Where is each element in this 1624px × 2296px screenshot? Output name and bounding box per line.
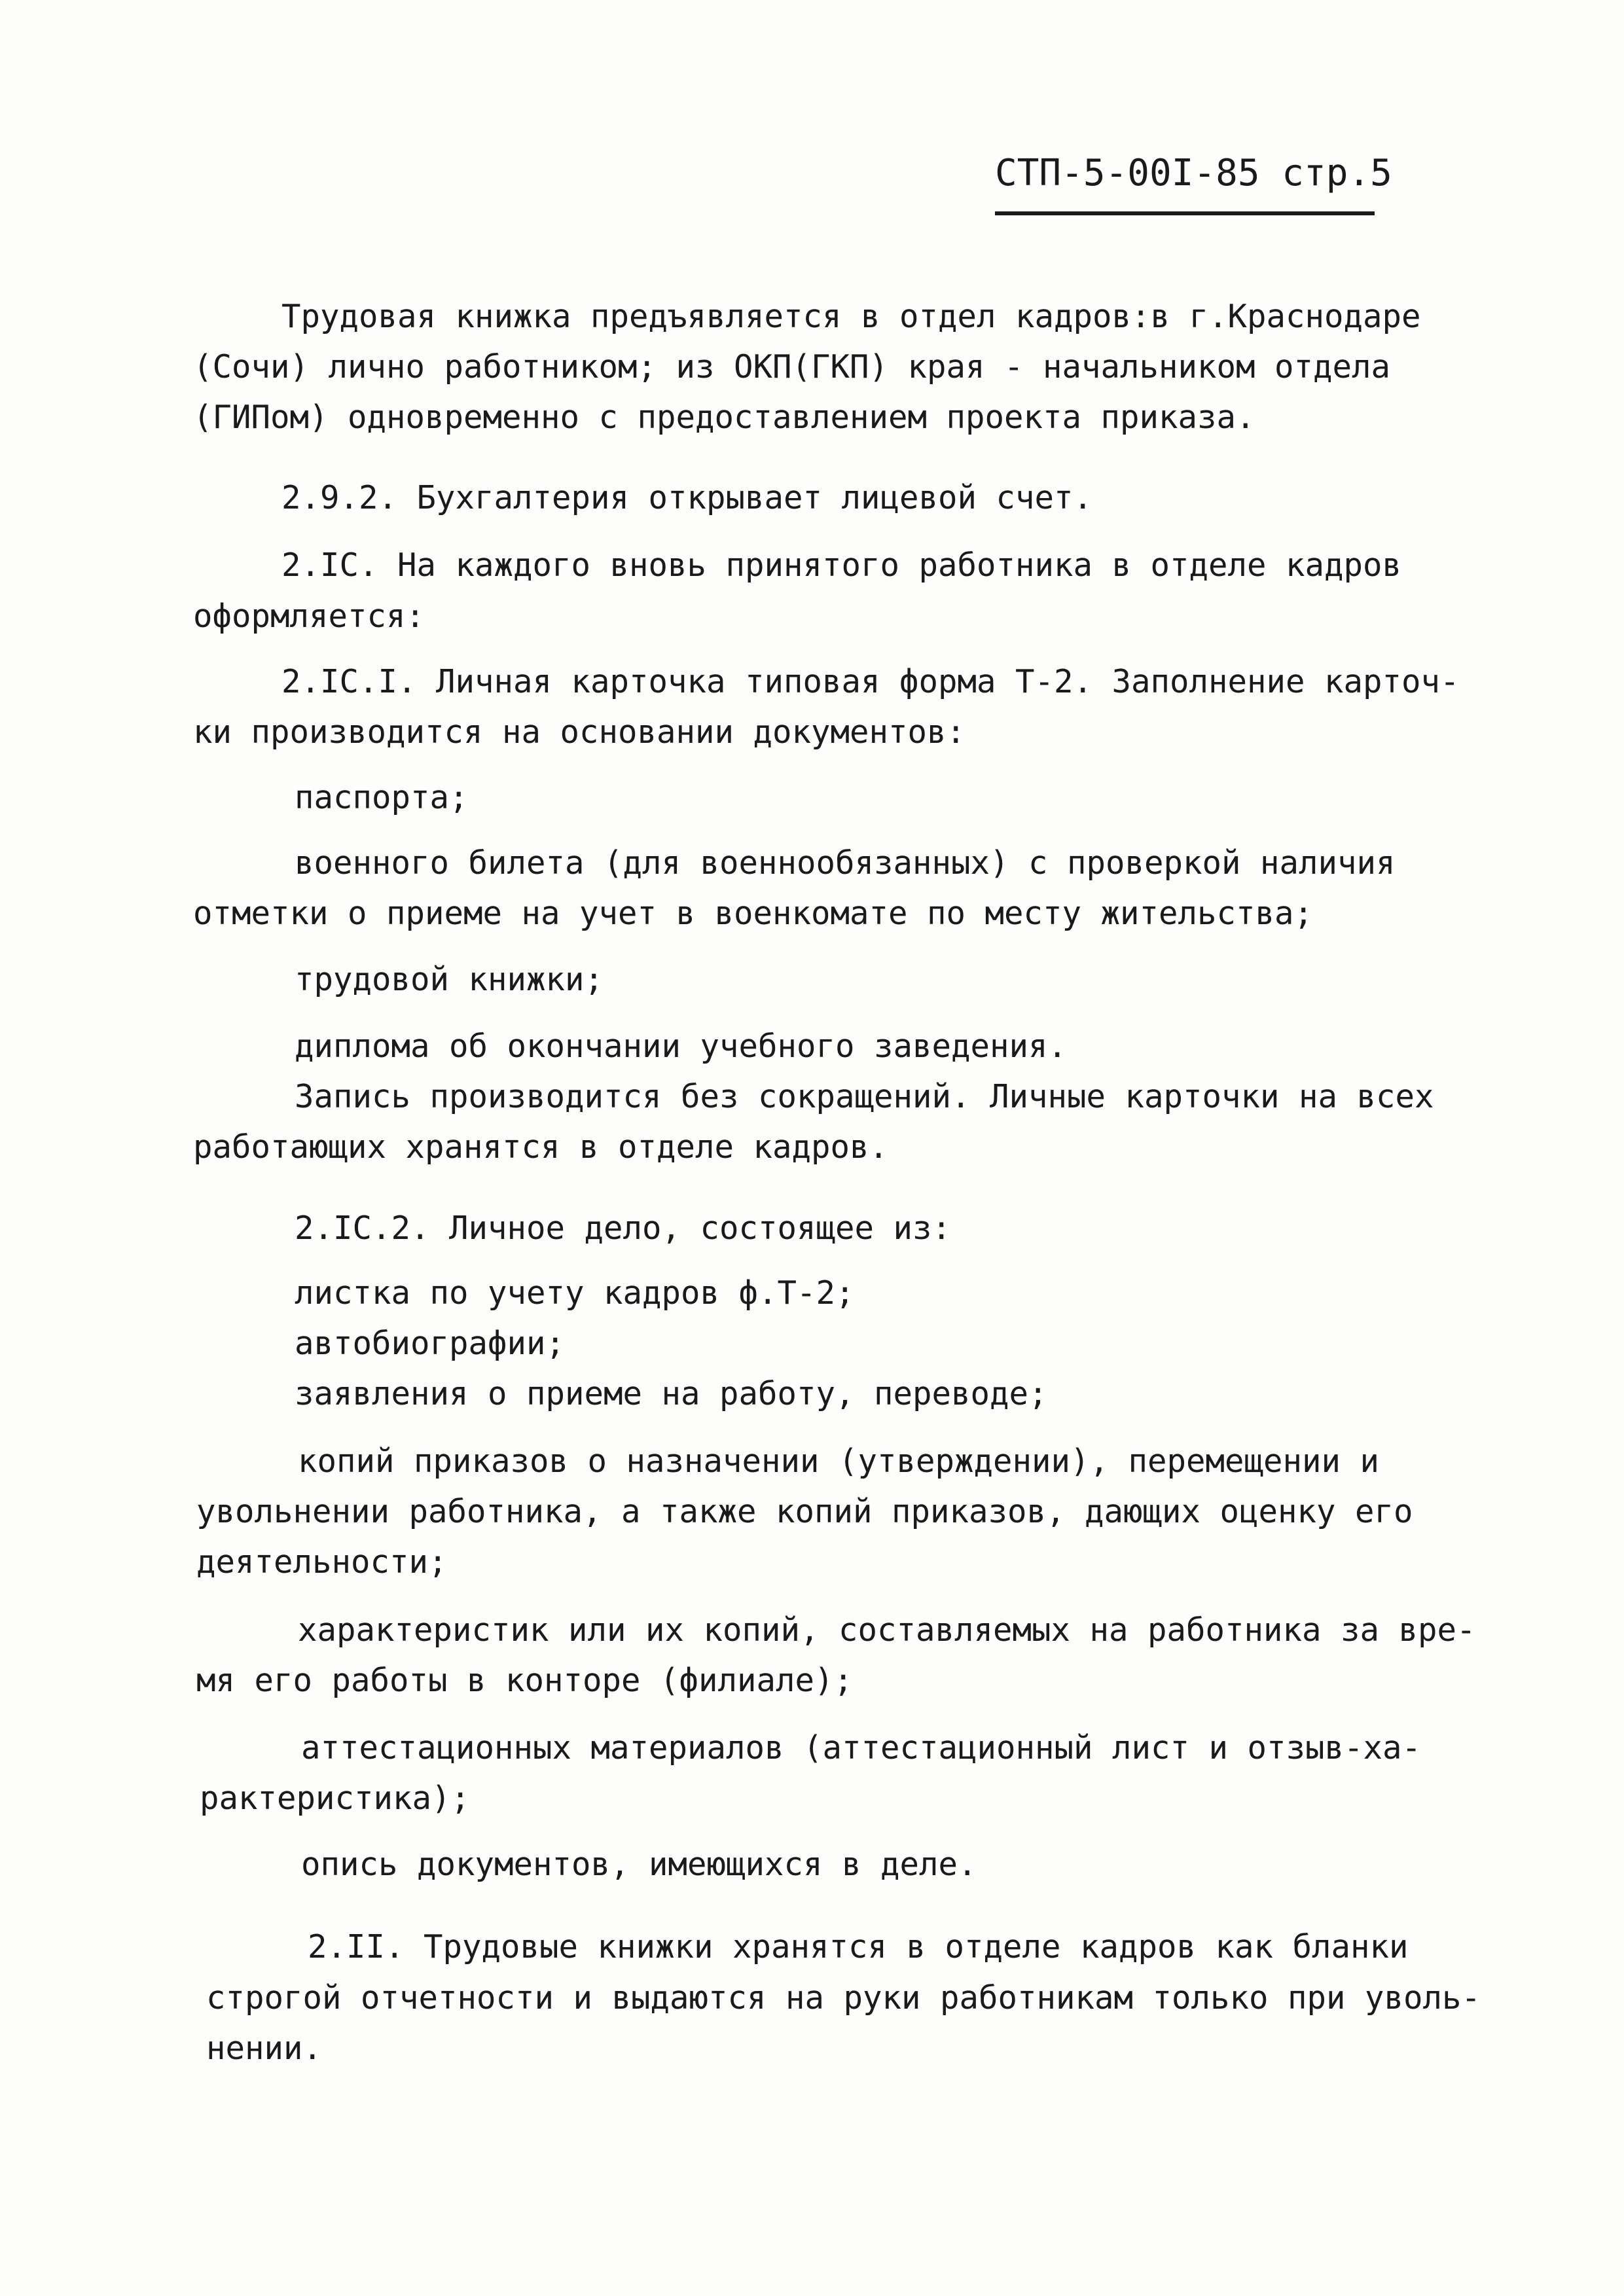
text-line: работающих хранятся в отделе кадров. [193, 1128, 889, 1166]
text-line: оформляется: [193, 598, 425, 635]
text-line: увольнении работника, а также копий приказов, дающих оценку его [196, 1493, 1413, 1530]
text-line: характеристик или их копий, составляемых на работника за вре- [298, 1611, 1476, 1649]
text-line: автобиографии; [295, 1325, 566, 1362]
text-line: 2.9.2. Бухгалтерия открывает лицевой счет. [281, 479, 1093, 516]
text-line: листка по учету кадров ф.Т-2; [295, 1274, 855, 1312]
page-header-doc-code: СТП-5-00I-85 стр.5 [995, 152, 1392, 194]
text-line: заявления о приеме на работу, переводе; [295, 1375, 1048, 1412]
text-line: трудовой книжки; [295, 961, 604, 998]
text-line: паспорта; [295, 779, 469, 816]
text-line: отметки о приеме на учет в военкомате по месту жительства; [193, 895, 1314, 932]
text-line: 2.II. Трудовые книжки хранятся в отделе кадров как бланки [308, 1928, 1409, 1965]
text-line: копий приказов о назначении (утверждении), перемещении и [298, 1443, 1380, 1480]
text-line: аттестационных материалов (аттестационный лист и отзыв-ха- [301, 1729, 1422, 1767]
text-line: деятельности; [196, 1543, 448, 1581]
text-line: мя его работы в конторе (филиале); [196, 1662, 854, 1699]
text-line: ки производится на основании документов: [193, 713, 966, 751]
text-line: опись документов, имеющихся в деле. [301, 1846, 977, 1883]
text-line: (Сочи) лично работником; из ОКП(ГКП) края - начальником отдела [193, 348, 1391, 386]
text-line: (ГИПом) одновременно с предоставлением проекта приказа. [193, 399, 1255, 436]
text-line: 2.IC. На каждого вновь принятого работника в отделе кадров [281, 547, 1402, 584]
text-line: Запись производится без сокращений. Личные карточки на всех [295, 1078, 1434, 1115]
header-underline [995, 211, 1375, 215]
text-line: Трудовая книжка предъявляется в отдел кадров:в г.Краснодаре [281, 298, 1421, 335]
text-line: военного билета (для военнообязанных) с проверкой наличия [295, 844, 1396, 882]
text-line: нении. [206, 2030, 323, 2067]
text-line: диплома об окончании учебного заведения. [295, 1028, 1068, 1065]
text-line: рактеристика); [200, 1780, 471, 1817]
text-line: 2.IC.I. Личная карточка типовая форма Т-2. Заполнение карточ- [281, 663, 1460, 700]
text-line: строгой отчетности и выдаются на руки работникам только при уволь- [206, 1979, 1481, 2017]
text-line: 2.IC.2. Личное дело, состоящее из: [295, 1210, 952, 1247]
